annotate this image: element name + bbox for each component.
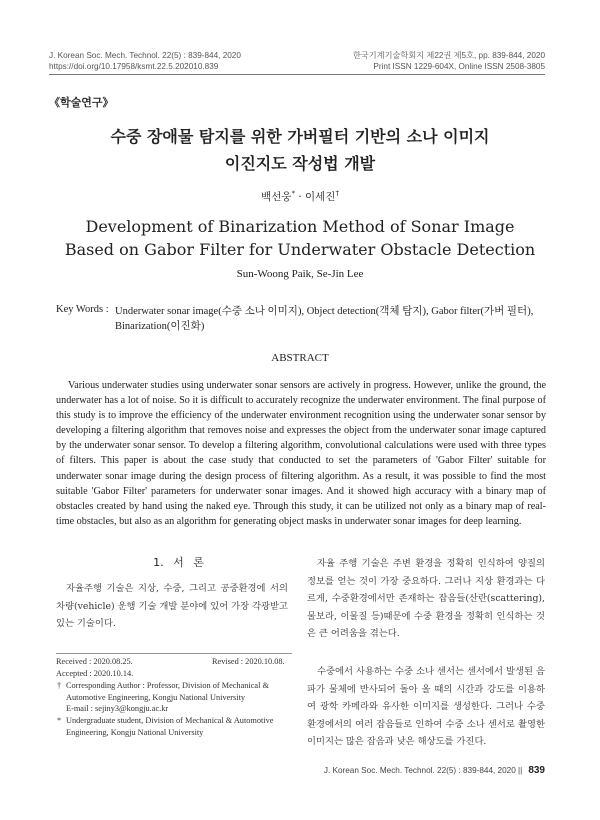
article-category: 《학술연구》 [49, 96, 114, 109]
keywords-label: Key Words : [56, 304, 109, 315]
title-english-line-1: Development of Binarization Method of Sonar Image [85, 217, 515, 236]
author-2-name: 이세진 [305, 191, 336, 203]
author-1-mark: * [291, 189, 295, 198]
page-footer [324, 765, 545, 776]
accepted-date: Accepted : 2020.10.14. [56, 669, 134, 678]
header-divider [49, 74, 545, 75]
footer-citation: J. Korean Soc. Mech. Technol. 22(5) : 839-844, 2020 || [323, 766, 523, 775]
intro-paragraph-left: 자율주행 기술은 지상, 수중, 그리고 공중환경에 서의 차량(vehicle) 운행 기술 개발 분야에 있어 가장 각광받고 있는 기술이다. [56, 583, 288, 630]
intro-paragraph-right-1: 자율 주행 기술은 주변 환경을 정확히 인식하여 양질의 정보를 얻는 것이 가장 중요하다. 그러나 지상 환경과는 다르게, 수중환경에서만 존재하는 잡음들(산란(scattering), 물보라, 이물질 등)때문에 수중 환경을 정확히 인식하는 것은 큰 어려움을 겪는다. [307, 558, 545, 640]
page-number: 839 [528, 765, 545, 776]
authors-english: Sun-Woong Paik, Se-Jin Lee [236, 268, 364, 280]
corresponding-author-mark: † [57, 681, 62, 690]
journal-citation-right: 한국기계기술학회지 제22권 제5호, pp. 839-844, 2020 [352, 51, 545, 60]
section-1-heading: 1. 서 론 [153, 556, 204, 569]
abstract-body: Various underwater studies using underwater sonar sensors are actively in progress. However, unlike the ground, the underwater has a lot of noise. So it is difficult to accurately recognize the underwater environment. The final purpose of this study is to improve the efficiency of the underwater environment recognition using the underwater sonar sensor by developing a filtering algorithm that removes noise and expresses the object from the underwater sonar image captured by the underwater sonar sensor. To develop a filtering algorithm, convolutional calculations were used with three types of filters. This paper is about the case study that conducted to set the parameters of 'Gabor Filter' suitable for underwater sonar image during the design process of filtering algorithm. As a result, it was possible to find the most suitable 'Gabor Filter' parameters for underwater sonar images. And it showed high accuracy with a binary map of obstacles created by hand using the naked eye. Through this study, it can be utilized not only as a binary map of real-time obstacles, but also as an algorithm for generating object masks in underwater sonar images for deep learning. [56, 380, 546, 527]
undergraduate-note: Undergraduate student, Division of Mechanical & Automotive Engineering, Kongju National University [66, 716, 274, 737]
received-date: Received : 2020.08.25. [56, 657, 133, 666]
doi-link[interactable]: https://doi.org/10.17958/ksmt.22.5.202010.839 [49, 62, 219, 71]
title-korean-line-2: 이진지도 작성법 개발 [224, 154, 376, 173]
journal-citation-left: J. Korean Soc. Mech. Technol. 22(5) : 839-844, 2020 [49, 51, 241, 60]
abstract-heading: ABSTRACT [271, 352, 329, 364]
revised-date: Revised : 2020.10.08. [212, 657, 285, 666]
author-2-mark: † [335, 189, 339, 198]
author-separator: · [294, 191, 305, 203]
authors-korean [0, 189, 600, 204]
footnote-divider [56, 653, 292, 654]
issn-info: Print ISSN 1229-604X, Online ISSN 2508-3805 [373, 62, 545, 71]
intro-paragraph-right-2: 수중에서 사용하는 수중 소나 센서는 센서에서 발생된 음파가 물체에 반사되어 돌아 올 때의 시간과 강도를 이용하여 광학 카메라와 유사한 이미지를 생성한다. 그러나 수중 환경에서의 여러 잡음들로 인하여 수중 소나 센서로 촬영한 이미지는 많은 잡음과 낮은 해상도를 가진다. [307, 666, 545, 748]
title-korean-line-1: 수중 장애물 탐지를 위한 가버필터 기반의 소나 이미지 [110, 127, 490, 146]
title-english-line-2: Based on Gabor Filter for Underwater Obstacle Detection [64, 240, 536, 259]
author-email[interactable]: E-mail : sejiny3@kongju.ac.kr [66, 704, 169, 713]
corresponding-author-note: Corresponding Author : Professor, Division of Mechanical & Automotive Engineering, Kongju National University [66, 681, 269, 702]
author-1-name: 백선웅 [261, 191, 292, 203]
undergraduate-mark: * [57, 716, 62, 725]
keywords-text: Underwater sonar image(수중 소나 이미지), Object detection(객체 탐지), Gabor filter(가버 필터), Binarization(이진화) [115, 306, 534, 332]
